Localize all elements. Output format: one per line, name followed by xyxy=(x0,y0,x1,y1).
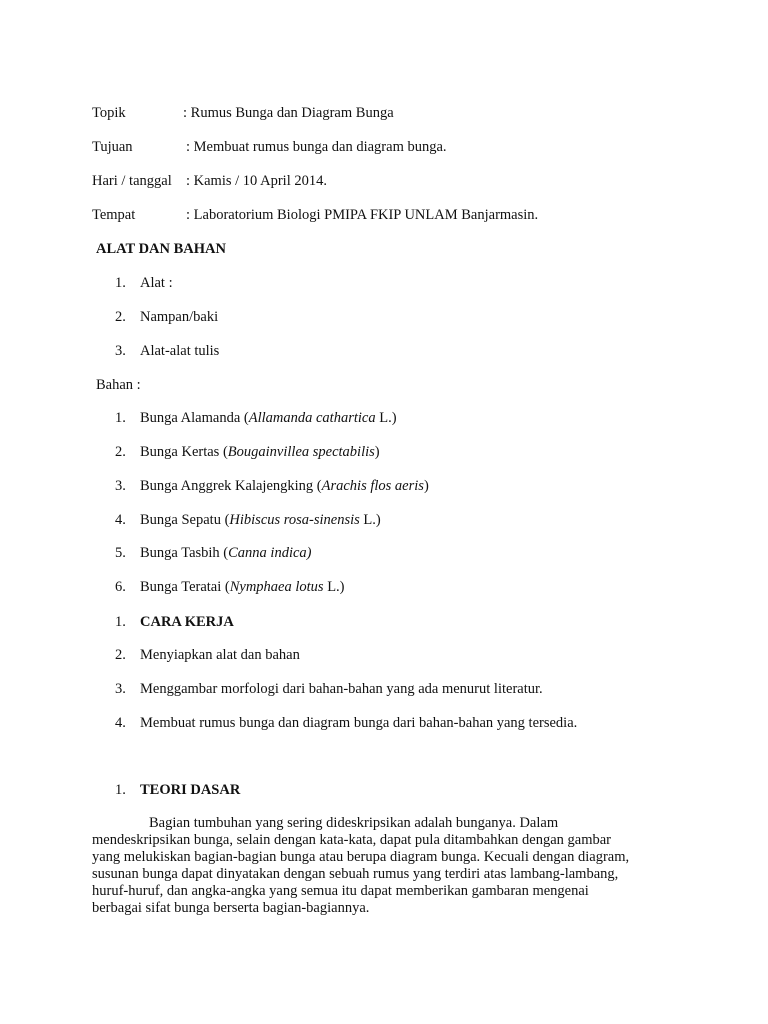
list-text xyxy=(140,477,429,495)
value-tempat: : Laboratorium Biologi PMIPA FKIP UNLAM Banjarmasin. xyxy=(186,207,539,223)
author-suffix: ) xyxy=(423,478,429,494)
list-number: 2. xyxy=(115,444,126,460)
list-number: 6. xyxy=(115,579,126,595)
list-number: 3. xyxy=(115,343,126,359)
scientific-name: Nymphaea lotus xyxy=(229,579,324,595)
list-number: 1. xyxy=(115,410,126,426)
value-tujuan: : Membuat rumus bunga dan diagram bunga. xyxy=(186,139,447,155)
paragraph-line: huruf-huruf, dan angka-angka yang semua itu dapat memberikan gambaran mengenai xyxy=(92,883,589,899)
label-tujuan: Tujuan xyxy=(92,139,133,155)
list-number: 1. xyxy=(115,614,126,630)
value-hari-tanggal: : Kamis / 10 April 2014. xyxy=(186,173,327,189)
list-text: Nampan/baki xyxy=(140,309,219,325)
list-number: 5. xyxy=(115,545,126,561)
list-text xyxy=(140,578,345,596)
scientific-name: Bougainvillea spectabilis xyxy=(227,444,375,460)
paragraph-line: Bagian tumbuhan yang sering dideskripsikan adalah bunganya. Dalam xyxy=(149,815,559,831)
common-name: Bunga Teratai ( xyxy=(140,579,230,595)
heading-teori-dasar: TEORI DASAR xyxy=(140,782,241,798)
list-text: Alat-alat tulis xyxy=(140,343,220,359)
paragraph-line: berbagai sifat bunga berserta bagian-bagiannya. xyxy=(92,900,370,916)
author-suffix: L.) xyxy=(359,512,381,528)
teori-dasar-paragraph xyxy=(92,815,662,917)
list-text: Membuat rumus bunga dan diagram bunga dari bahan-bahan yang tersedia. xyxy=(140,715,578,731)
list-number: 1. xyxy=(115,275,126,291)
list-text xyxy=(140,409,397,427)
label-tempat: Tempat xyxy=(92,207,136,223)
list-text xyxy=(140,511,381,529)
list-text: Alat : xyxy=(140,275,173,291)
list-text: Menyiapkan alat dan bahan xyxy=(140,647,300,663)
list-number: 3. xyxy=(115,681,126,697)
author-suffix: ) xyxy=(374,444,380,460)
list-number: 4. xyxy=(115,715,126,731)
list-number: 4. xyxy=(115,512,126,528)
list-text: Menggambar morfologi dari bahan-bahan yang ada menurut literatur. xyxy=(140,681,543,697)
common-name: Bunga Sepatu ( xyxy=(140,512,230,528)
scientific-name: Allamanda cathartica xyxy=(248,410,376,426)
scientific-name: Hibiscus rosa-sinensis xyxy=(229,512,360,528)
list-number: 2. xyxy=(115,647,126,663)
common-name: Bunga Tasbih ( xyxy=(140,545,229,561)
author-suffix: L.) xyxy=(323,579,345,595)
paragraph-line: yang melukiskan bagian-bagian bunga atau berupa diagram bunga. Kecuali dengan diagram, xyxy=(92,849,630,865)
bahan-label: Bahan : xyxy=(96,377,141,393)
list-text xyxy=(140,544,312,562)
author-suffix: L.) xyxy=(375,410,397,426)
list-number: 1. xyxy=(115,782,126,798)
common-name: Bunga Kertas ( xyxy=(140,444,228,460)
list-text xyxy=(140,443,380,461)
label-hari-tanggal: Hari / tanggal xyxy=(92,173,172,189)
heading-alat-dan-bahan: ALAT DAN BAHAN xyxy=(96,241,226,257)
scientific-name: Canna indica) xyxy=(228,545,312,561)
list-number: 2. xyxy=(115,309,126,325)
list-number: 3. xyxy=(115,478,126,494)
paragraph-line: mendeskripsikan bunga, selain dengan kata-kata, dapat pula ditambahkan dengan gambar xyxy=(92,832,611,848)
value-topik: : Rumus Bunga dan Diagram Bunga xyxy=(183,105,394,121)
scientific-name: Arachis flos aeris xyxy=(321,478,424,494)
common-name: Bunga Anggrek Kalajengking ( xyxy=(140,478,322,494)
paragraph-line: susunan bunga dapat dinyatakan dengan sebuah rumus yang terdiri atas lambang-lambang, xyxy=(92,866,619,882)
heading-cara-kerja: CARA KERJA xyxy=(140,614,234,630)
label-topik: Topik xyxy=(92,105,126,121)
common-name: Bunga Alamanda ( xyxy=(140,410,249,426)
